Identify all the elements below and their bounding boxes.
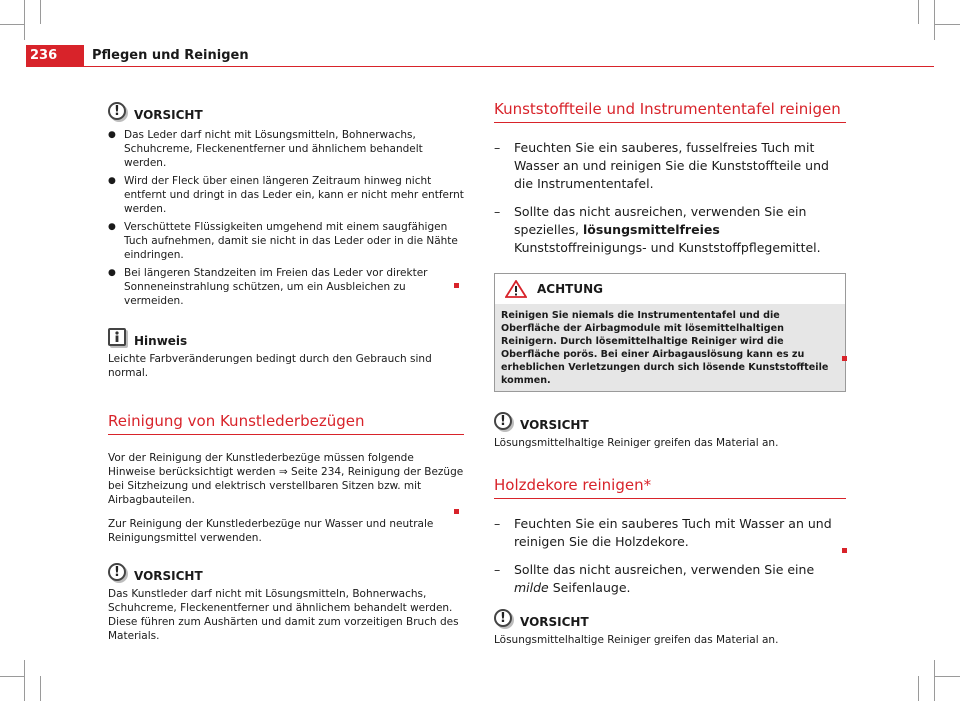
caution-block	[494, 410, 846, 450]
crop-mark	[935, 676, 960, 677]
warning-triangle-icon	[505, 280, 527, 298]
hint-title: Hinweis	[134, 334, 188, 348]
right-column	[494, 100, 846, 647]
caution-title: VORSICHT	[134, 569, 203, 583]
section-kunststoffteile	[494, 100, 846, 257]
caution-block	[108, 561, 464, 643]
crop-mark	[918, 676, 919, 701]
caution-block	[494, 607, 846, 647]
crop-mark	[24, 660, 25, 701]
crop-mark	[934, 0, 935, 40]
crop-mark	[40, 676, 41, 701]
list-item: ● Bei längeren Standzeiten im Freien das Leder vor direkter Sonneneinstrahlung schützen, um ein Ausbleichen zu vermeiden.	[108, 267, 428, 307]
achtung-title: ACHTUNG	[537, 282, 603, 296]
crop-mark	[40, 0, 41, 24]
section-kunstleder	[108, 412, 464, 545]
caution-text: Das Kunstleder darf nicht mit Lösungsmitteln, Bohnerwachs, Schuhcreme, Fleckenentferner und ähnlichem behandelt werden. Diese führen zum Aushärten und damit zum vorzeitigen Bruch des Materials.	[108, 588, 459, 642]
caution-block	[108, 100, 464, 308]
achtung-box	[494, 273, 846, 392]
list-item: ● Wird der Fleck über einen längeren Zeitraum hinweg nicht entfernt und dringt in das Leder ein, kann er nicht mehr entfernt werden.	[108, 175, 464, 215]
caution-text: Lösungsmittelhaltige Reiniger greifen das Material an.	[494, 634, 779, 646]
section-heading: Holzdekore reinigen*	[494, 476, 846, 499]
section-holzdekore	[494, 476, 846, 597]
page-number: 236	[26, 45, 84, 67]
caution-title: VORSICHT	[134, 108, 203, 122]
left-column	[108, 100, 464, 643]
exclamation-circle-icon: !	[494, 412, 512, 430]
crop-mark	[918, 0, 919, 24]
exclamation-circle-icon: !	[108, 102, 126, 120]
list-item: – Feuchten Sie ein sauberes, fusselfreies Tuch mit Wasser an und reinigen Sie die Kunststoffteile und die Instrumententafel.	[494, 140, 829, 191]
achtung-text: Reinigen Sie niemals die Instrumententafel und die Oberfläche der Airbagmodule mit lösemittelhaltigen Reinigern. Durch lösemittelhaltige Reiniger wird die Oberfläche porös. Bei einer Airbagauslösung kann es zu erheblichen Verletzungen durch sich lösende Kunststoffteile kommen.	[495, 304, 845, 391]
page-title: Pflegen und Reinigen	[92, 48, 249, 63]
section-heading: Kunststoffteile und Instrumententafel reinigen	[494, 100, 846, 123]
crop-mark	[934, 660, 935, 701]
paragraph: Zur Reinigung der Kunstlederbezüge nur Wasser und neutrale Reinigungsmittel verwenden.	[108, 518, 434, 544]
exclamation-circle-icon: !	[108, 563, 126, 581]
list-item: – Feuchten Sie ein sauberes Tuch mit Wasser an und reinigen Sie die Holzdekore.	[494, 516, 832, 549]
hint-text: Leichte Farbveränderungen bedingt durch den Gebrauch sind normal.	[108, 353, 432, 379]
paragraph: Vor der Reinigung der Kunstlederbezüge müssen folgende Hinweise berücksichtigt werden ⇒ Seite 234, Reinigung der Bezüge bei Sitzheizung und elektrisch verstellbaren Sitzen bzw. mit Airbagbauteilen.	[108, 452, 464, 506]
list-item: ● Verschüttete Flüssigkeiten umgehend mit einem saugfähigen Tuch aufnehmen, damit sie nicht in das Leder oder in die Nähte eindringen.	[108, 221, 458, 261]
list-item: – Sollte das nicht ausreichen, verwenden Sie eine milde Seifenlauge.	[494, 562, 815, 595]
list-item: ● Das Leder darf nicht mit Lösungsmitteln, Bohnerwachs, Schuhcreme, Fleckenentferner und ähnlichem behandelt werden.	[108, 129, 423, 169]
crop-mark	[0, 676, 24, 677]
end-mark	[454, 509, 459, 514]
caution-text: Lösungsmittelhaltige Reiniger greifen das Material an.	[494, 437, 779, 449]
crop-mark	[24, 0, 25, 40]
end-mark	[842, 356, 847, 361]
section-heading: Reinigung von Kunstlederbezügen	[108, 412, 464, 435]
caution-title: VORSICHT	[520, 615, 589, 629]
exclamation-circle-icon: !	[494, 609, 512, 627]
crop-mark	[935, 24, 960, 25]
end-mark	[842, 548, 847, 553]
info-hand-icon	[108, 328, 126, 346]
hint-block	[108, 326, 464, 380]
crop-mark	[0, 24, 24, 25]
end-mark	[454, 283, 459, 288]
list-item: – Sollte das nicht ausreichen, verwenden Sie ein spezielles, lösungsmittelfreies Kunststoffreinigungs- und Kunststoffpflegemittel.	[494, 204, 821, 255]
header-divider	[84, 66, 934, 67]
caution-title: VORSICHT	[520, 418, 589, 432]
